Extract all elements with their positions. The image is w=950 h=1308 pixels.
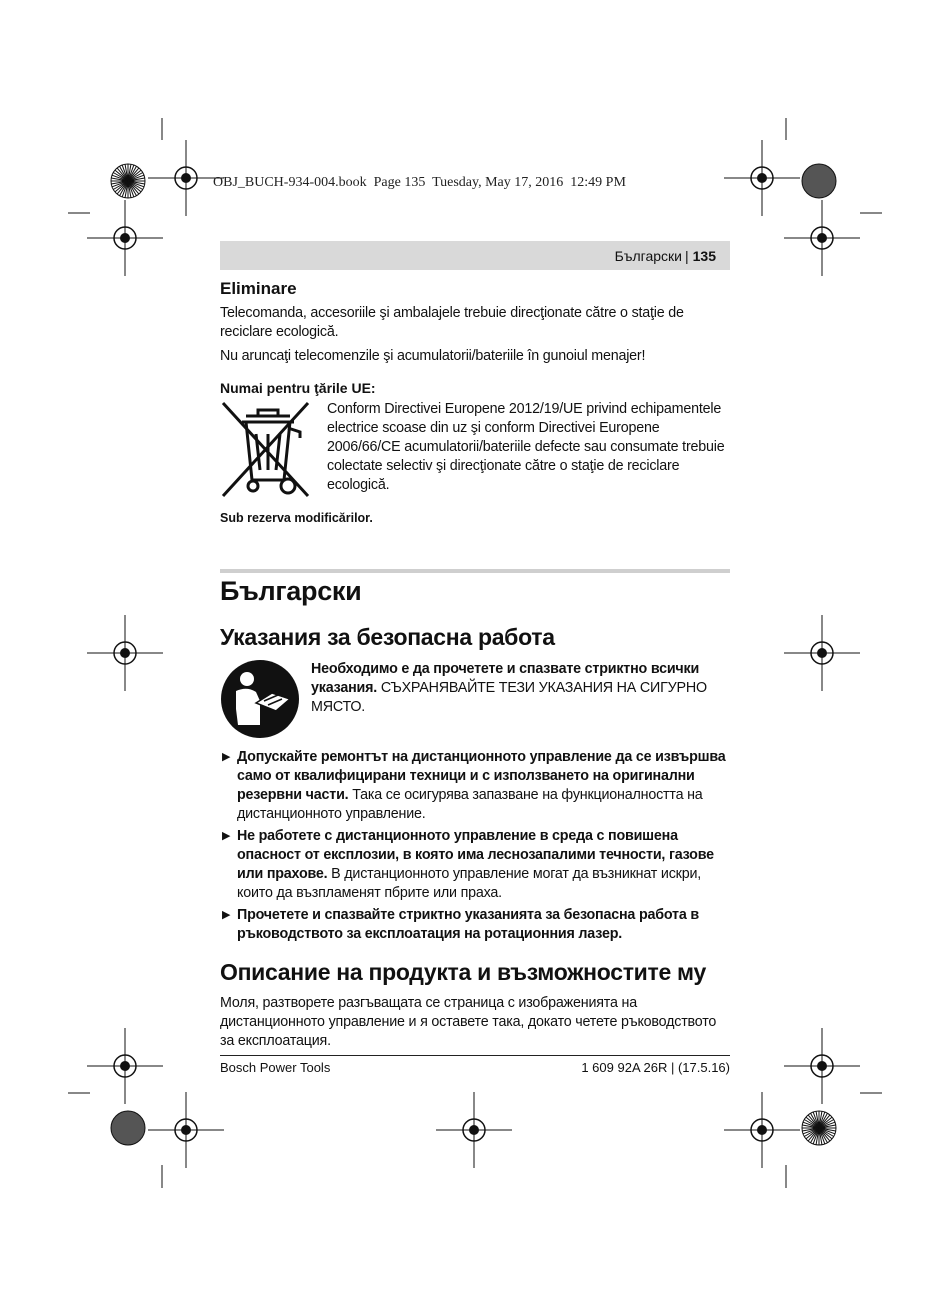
registration-dot xyxy=(817,1061,827,1071)
footer-docnumber: 1 609 92A 26R | (17.5.16) xyxy=(581,1060,730,1075)
page-header-bar xyxy=(220,241,730,270)
product-description: Моля, разтворете разгъващата се страница с изображенията на дистанционното управление и я оставете така, докато четете ръководството за експлоатация. xyxy=(220,995,717,1049)
star-target xyxy=(111,1111,145,1145)
page-content xyxy=(220,241,730,1051)
header-separator: | xyxy=(685,247,689,264)
eu-directive-text: Conform Directivei Europene 2012/19/UE privind echipamentele electrice scoase din uz şi conform Directivei Europene 2006/66/CE acumulatorii/bateriile defecte sau consumate trebuie colectate selectiv şi direcţionate către o staţie de reciclare ecologică. xyxy=(327,401,725,493)
registration-dot xyxy=(120,1061,130,1071)
section-divider xyxy=(220,569,730,573)
registration-dot xyxy=(181,1125,191,1135)
bullet-bold: Допускайте ремонтът на дистанционното управление да се извършва само от квалифицирани техници и с използването на оригинални резервни части. xyxy=(237,749,726,803)
registration-dot xyxy=(757,1125,767,1135)
safety-intro-bold: Необходимо е да прочетете и спазвате стриктно всички указания. xyxy=(311,661,700,696)
crossed-out-wheelie-bin-icon xyxy=(220,400,314,500)
registration-dot xyxy=(757,173,767,183)
section-heading-eliminare: Eliminare xyxy=(220,279,297,298)
read-manual-icon xyxy=(220,659,300,739)
star-target xyxy=(802,164,836,198)
safety-intro-caps: СЪХРАНЯВАЙТЕ ТЕЗИ УКАЗАНИЯ НА СИГУРНО МЯСТО. xyxy=(311,680,707,715)
list-item xyxy=(220,906,730,944)
product-heading: Описание на продукта и възможностите му xyxy=(220,959,706,985)
bullet-triangle-icon: ▶ xyxy=(222,909,231,921)
ro-paragraph-2: Nu aruncaţi telecomenzile şi acumulatorii/bateriile în gunoiul menajer! xyxy=(220,348,646,364)
ro-paragraph-1: Telecomanda, accesoriile şi ambalajele trebuie direcţionate către o staţie de reciclare ecologică. xyxy=(220,305,684,340)
bullet-text: Така се осигурява запазване на функционалността на дистанционното управление. xyxy=(237,787,703,822)
bullet-text: В дистанционното управление могат да възникнат искри, които да възпламенят пбрите или праха. xyxy=(237,866,702,901)
bullet-triangle-icon: ▶ xyxy=(222,751,231,763)
eu-heading: Numai pentru ţările UE: xyxy=(220,380,376,396)
registration-dot xyxy=(469,1125,479,1135)
registration-dot xyxy=(817,648,827,658)
footer-brand: Bosch Power Tools xyxy=(220,1060,331,1075)
bullet-bold: Не работете с дистанционното управление в среда с повишена опасност от експлозии, в която има леснозапалими течности, газове или прахове. xyxy=(237,828,714,882)
bulgarian-section-title: Български xyxy=(220,576,362,606)
header-language: Български xyxy=(614,247,682,264)
print-header: OBJ_BUCH-934-004.book Page 135 Tuesday, May 17, 2016 12:49 PM xyxy=(213,175,626,190)
bullet-bold: Прочетете и спазвайте стриктно указанията за безопасна работа в ръководството за експлоатация на ротационния лазер. xyxy=(237,907,699,942)
registration-dot xyxy=(120,233,130,243)
page-footer xyxy=(220,1055,730,1075)
registration-dot xyxy=(181,173,191,183)
safety-intro-text xyxy=(311,660,730,739)
safety-heading: Указания за безопасна работа xyxy=(220,624,555,650)
list-item xyxy=(220,748,730,824)
safety-list xyxy=(220,748,730,944)
page-number: 135 xyxy=(692,247,716,264)
safety-intro xyxy=(220,659,730,739)
registration-dot xyxy=(817,233,827,243)
registration-dot xyxy=(120,648,130,658)
bullet-triangle-icon: ▶ xyxy=(222,830,231,842)
list-item xyxy=(220,827,730,903)
weee-block xyxy=(220,400,730,500)
reserve-note: Sub rezerva modificărilor. xyxy=(220,511,373,525)
